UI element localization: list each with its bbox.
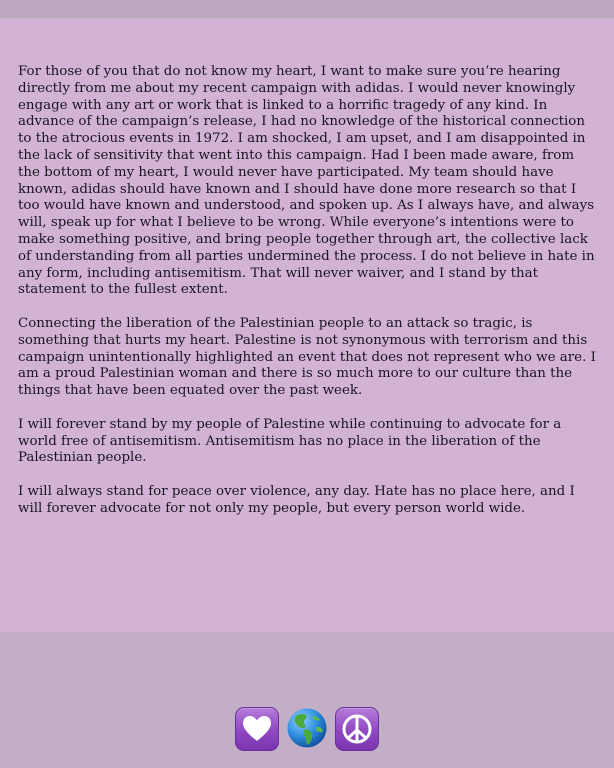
emoji-row bbox=[0, 707, 614, 755]
statement-paragraph-2: Connecting the liberation of the Palestinian people to an attack so tragic, is something that hurts my heart. Palestine is not synonymous with terrorism and this campaign unintentionally highlighted an event that does not represent who we are. I am a proud Palestinian woman and there is so much more to our culture than the things that have been equated over the past week. bbox=[18, 315, 596, 399]
heart-icon bbox=[235, 707, 279, 751]
statement-paragraph-3: I will forever stand by my people of Palestine while continuing to advocate for a world free of antisemitism. Antisemitism has no place in the liberation of the Palestinian people. bbox=[18, 416, 562, 466]
statement-paragraph-1: For those of you that do not know my heart, I want to make sure you’re hearing directly from me about my recent campaign with adidas. I would never knowingly engage with any art or work that is linked to a horrific tragedy of any kind. In advance of the campaign’s release, I had no knowledge of the historical connection to the atrocious events in 1972. I am shocked, I am upset, and I am disappointed in the lack of sensitivity that went into this campaign. Had I been made aware, from the bottom of my heart, I would never have participated. My team should have known, adidas should have known and I should have done more research so that I too would have known and understood, and spoken up. As I always have, and always will, speak up for what I believe to be wrong. While everyone’s intentions were to make something positive, and bring people together through art, the collective lack of understanding from all parties undermined the process. I do not believe in hate in any form, including antisemitism. That will never waiver, and I stand by that statement to the fullest extent. bbox=[18, 64, 595, 298]
statement-paragraph-4: I will always stand for peace over violence, any day. Hate has no place here, and I will forever advocate for not only my people, but every person world wide. bbox=[18, 483, 575, 516]
globe-americas-icon bbox=[286, 707, 328, 749]
statement-text bbox=[18, 64, 598, 534]
top-bar bbox=[0, 0, 614, 18]
peace-symbol-icon bbox=[335, 707, 379, 751]
